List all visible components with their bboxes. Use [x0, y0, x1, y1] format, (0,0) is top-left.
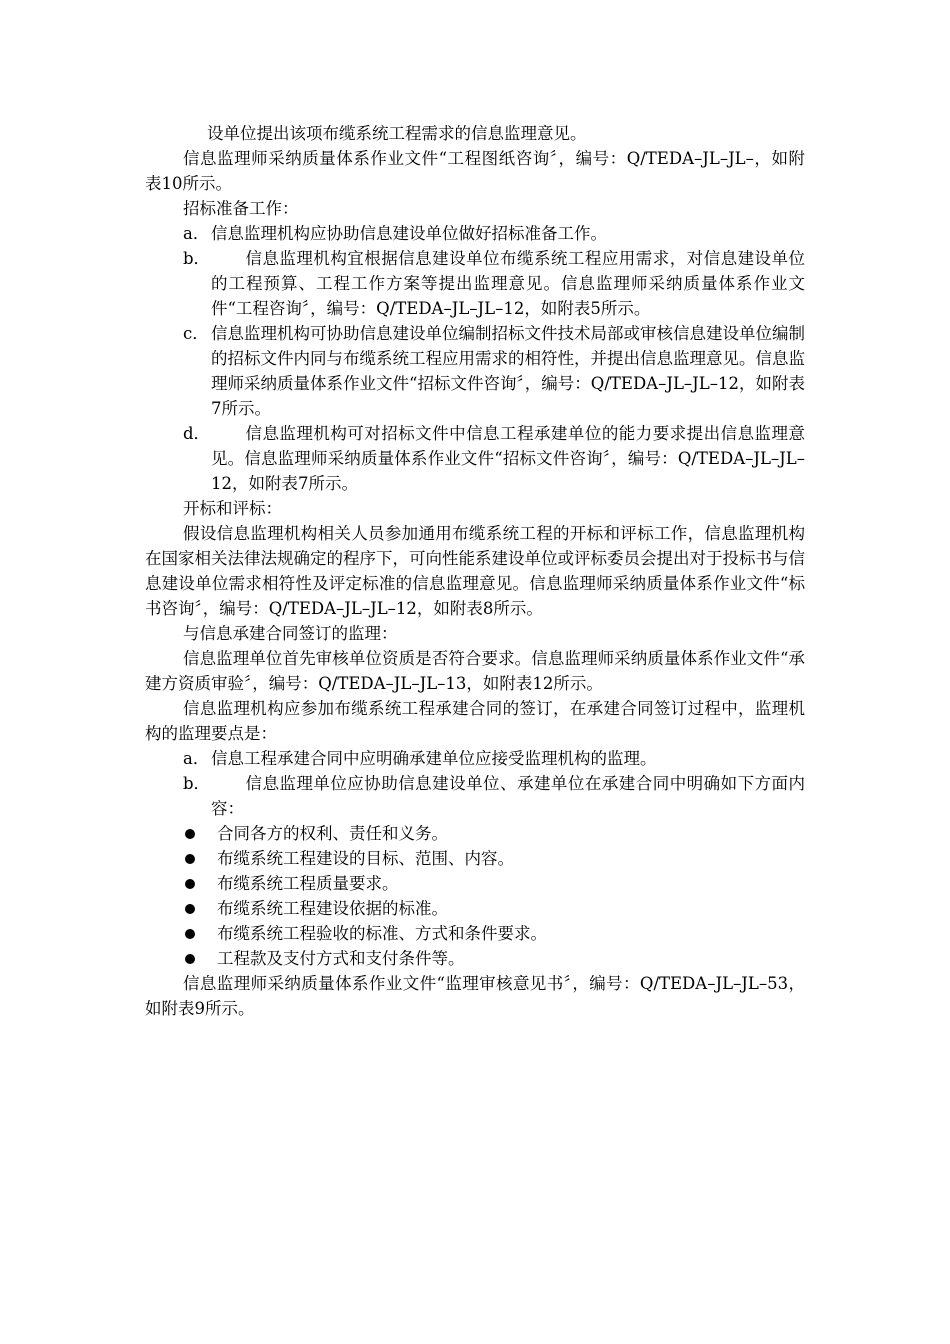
bullet-item — [145, 946, 805, 971]
list-item — [145, 771, 805, 821]
bullet-item — [145, 921, 805, 946]
paragraph-7: 信息监理单位首先审核单位资质是否符合要求。信息监理师采纳质量体系作业文件“承建方资质审验〞，编号：Q/TEDA–JL–JL–13，如附表12所示。 — [145, 649, 805, 693]
list-text: 信息工程承建合同中应明确承建单位应接受监理机构的监理。 — [211, 749, 657, 768]
bullet-item — [145, 896, 805, 921]
paragraph-8: 信息监理机构应参加布缆系统工程承建合同的签订，在承建合同签订过程中，监理机构的监理要点是： — [145, 699, 805, 743]
list-label: d． — [183, 424, 211, 443]
list-label: b． — [183, 249, 211, 268]
list-item — [145, 746, 805, 771]
bullet-item — [145, 846, 805, 871]
heading-bidding-prep: 招标准备工作： — [183, 199, 299, 218]
bullet-text: 工程款及支付方式和支付条件等。 — [217, 949, 465, 968]
document-body — [145, 121, 805, 1021]
bullet-text: 布缆系统工程建设的目标、范围、内容。 — [217, 849, 514, 868]
paragraph-2: 信息监理师采纳质量体系作业文件“工程图纸咨询〞，编号：Q/TEDA–JL–JL–，如附表10所示。 — [145, 149, 805, 193]
paragraph-5: 假设信息监理机构相关人员参加通用布缆系统工程的开标和评标工作，信息监理机构在国家相关法律法规确定的程序下，可向性能系建设单位或评标委员会提出对于投标书与信息建设单位需求相符性及评定标准的信息监理意见。信息监理师采纳质量体系作业文件“标书咨询〞，编号：Q/TEDA–JL–JL–12，如附表8所示。 — [145, 524, 805, 618]
bullet-icon — [185, 829, 195, 839]
list-item — [145, 421, 805, 496]
list-label: a． — [183, 224, 210, 243]
heading-bid-opening: 开标和评标： — [183, 499, 282, 518]
bullet-icon — [185, 954, 195, 964]
bullet-icon — [185, 904, 195, 914]
list-text: 信息监理机构可协助信息建设单位编制招标文件技术局部或审核信息建设单位编制的招标文件内同与布缆系统工程应用需求的相符性，并提出信息监理意见。信息监理师采纳质量体系作业文件“招标文件咨询〞，编号：Q/TEDA–JL–JL–12，如附表7所示。 — [211, 324, 805, 418]
bullet-text: 布缆系统工程验收的标准、方式和条件要求。 — [217, 924, 547, 943]
list-text: 信息监理单位应协助信息建设单位、承建单位在承建合同中明确如下方面内容： — [211, 774, 805, 818]
list-text: 信息监理机构宜根据信息建设单位布缆系统工程应用需求，对信息建设单位的工程预算、工程工作方案等提出监理意见。信息监理师采纳质量体系作业文件“工程咨询〞，编号：Q/TEDA–JL–JL–12，如附表5所示。 — [211, 249, 805, 318]
list-item — [145, 321, 805, 421]
list-label: a． — [183, 749, 210, 768]
bullet-text: 布缆系统工程建设依据的标准。 — [217, 899, 448, 918]
bullet-item — [145, 871, 805, 896]
list-label: b． — [183, 774, 211, 793]
bullet-icon — [185, 854, 195, 864]
bullet-text: 合同各方的权利、责任和义务。 — [217, 824, 448, 843]
list-item — [145, 246, 805, 321]
bullet-text: 布缆系统工程质量要求。 — [217, 874, 399, 893]
list-text: 信息监理机构应协助信息建设单位做好招标准备工作。 — [211, 224, 607, 243]
list-item — [145, 221, 805, 246]
bullet-item — [145, 821, 805, 846]
bullet-icon — [185, 929, 195, 939]
paragraph-9: 信息监理师采纳质量体系作业文件“监理审核意见书〞，编号：Q/TEDA–JL–JL–53，如附表9所示。 — [145, 974, 805, 1018]
list-label: c． — [183, 324, 209, 343]
list-text: 信息监理机构可对招标文件中信息工程承建单位的能力要求提出信息监理意见。信息监理师采纳质量体系作业文件“招标文件咨询〞，编号：Q/TEDA–JL–JL–12，如附表7所示。 — [211, 424, 805, 493]
paragraph-1: 设单位提出该项布缆系统工程需求的信息监理意见。 — [207, 124, 587, 143]
heading-contract-signing: 与信息承建合同签订的监理： — [183, 624, 398, 643]
bullet-icon — [185, 879, 195, 889]
